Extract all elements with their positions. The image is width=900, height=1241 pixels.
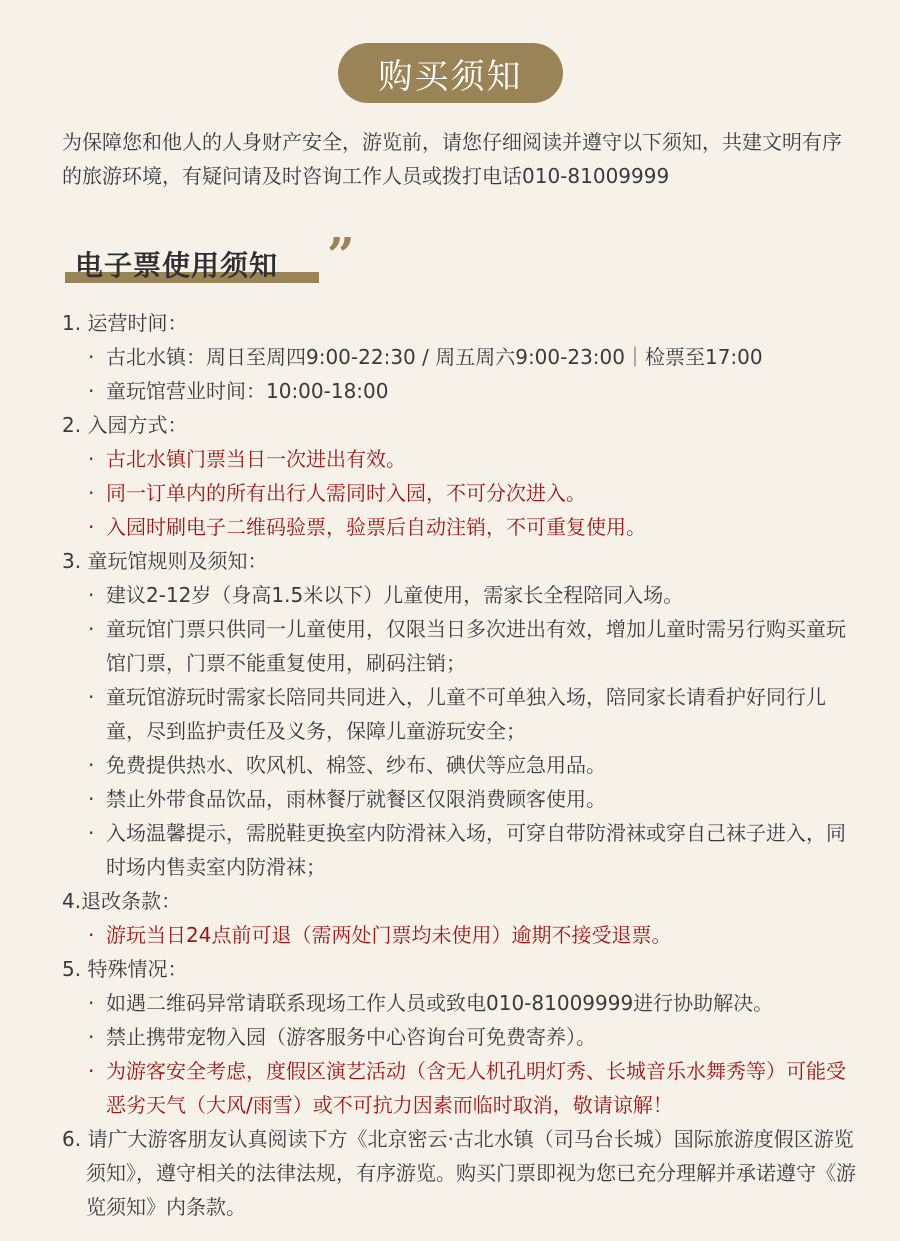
bullet-icon: ·	[88, 617, 95, 641]
sub-item: · 同一订单内的所有出行人需同时入园，不可分次进入。	[62, 476, 862, 510]
list-item-refund-terms	[62, 884, 862, 952]
sub-item: · 古北水镇门票当日一次进出有效。	[62, 442, 862, 476]
title-banner	[338, 43, 563, 103]
item-heading: 4.退改条款：	[62, 889, 182, 913]
quote-mark-icon: ”	[327, 228, 355, 284]
bullet-icon: ·	[88, 379, 95, 403]
item-heading: 3. 童玩馆规则及须知：	[62, 549, 268, 573]
notice-list	[62, 306, 862, 1224]
section-title: 电子票使用须知	[75, 249, 279, 282]
bullet-icon: ·	[88, 1025, 95, 1049]
sub-item: · 童玩馆门票只供同一儿童使用，仅限当日多次进出有效，增加儿童时需另行购买童玩馆门票，门票不能重复使用，刷码注销；	[62, 612, 862, 680]
sub-item: · 古北水镇：周日至周四9:00-22:30 / 周五周六9:00-23:00｜检票至17:00	[62, 340, 862, 374]
item-heading: 5. 特殊情况：	[62, 957, 188, 981]
item-heading: 2. 入园方式：	[62, 413, 188, 437]
sub-item: · 童玩馆营业时间：10:00-18:00	[62, 374, 862, 408]
list-item-entry-method	[62, 408, 862, 544]
sub-item: · 为游客安全考虑，度假区演艺活动（含无人机孔明灯秀、长城音乐水舞秀等）可能受恶劣天气（大风/雨雪）或不可抗力因素而临时取消，敬请谅解！	[62, 1054, 862, 1122]
bullet-icon: ·	[88, 481, 95, 505]
bullet-icon: ·	[88, 447, 95, 471]
sub-item: · 入园时刷电子二维码验票，验票后自动注销，不可重复使用。	[62, 510, 862, 544]
list-item-special-cases	[62, 952, 862, 1122]
bullet-icon: ·	[88, 787, 95, 811]
sub-item: · 如遇二维码异常请联系现场工作人员或致电010-81009999进行协助解决。	[62, 986, 862, 1020]
page-title: 购买须知	[378, 56, 523, 97]
bullet-icon: ·	[88, 515, 95, 539]
bullet-icon: ·	[88, 821, 95, 845]
sub-item: · 建议2-12岁（身高1.5米以下）儿童使用，需家长全程陪同入场。	[62, 578, 862, 612]
sub-item: · 禁止外带食品饮品，雨林餐厅就餐区仅限消费顾客使用。	[62, 782, 862, 816]
sub-item: · 禁止携带宠物入园（游客服务中心咨询台可免费寄养）。	[62, 1020, 862, 1054]
bullet-icon: ·	[88, 991, 95, 1015]
bullet-icon: ·	[88, 685, 95, 709]
item-heading: 1. 运营时间：	[62, 311, 188, 335]
list-item-operating-hours	[62, 306, 862, 408]
sub-item: · 童玩馆游玩时需家长陪同共同进入，儿童不可单独入场，陪同家长请看护好同行儿童，尽到监护责任及义务，保障儿童游玩安全；	[62, 680, 862, 748]
sub-item: · 免费提供热水、吹风机、棉签、纱布、碘伏等应急用品。	[62, 748, 862, 782]
sub-item: · 游玩当日24点前可退（需两处门票均未使用）逾期不接受退票。	[62, 918, 862, 952]
sub-item: · 入场温馨提示，需脱鞋更换室内防滑袜入场，可穿自带防滑袜或穿自己袜子进入，同时场内售卖室内防滑袜；	[62, 816, 862, 884]
bullet-icon: ·	[88, 753, 95, 777]
bullet-icon: ·	[88, 583, 95, 607]
item-heading: 6. 请广大游客朋友认真阅读下方《北京密云·古北水镇（司马台长城）国际旅游度假区游览须知》，遵守相关的法律法规，有序游览。购买门票即视为您已充分理解并承诺遵守《游览须知》内条款。	[62, 1127, 856, 1219]
bullet-icon: ·	[88, 923, 95, 947]
list-item-kids-hall-rules	[62, 544, 862, 884]
bullet-icon: ·	[88, 345, 95, 369]
bullet-icon: ·	[88, 1059, 95, 1083]
list-item-visitor-notice	[62, 1122, 862, 1224]
intro-paragraph: 为保障您和他人的人身财产安全，游览前，请您仔细阅读并遵守以下须知，共建文明有序的旅游环境，有疑问请及时咨询工作人员或拨打电话010-81009999	[62, 130, 842, 188]
